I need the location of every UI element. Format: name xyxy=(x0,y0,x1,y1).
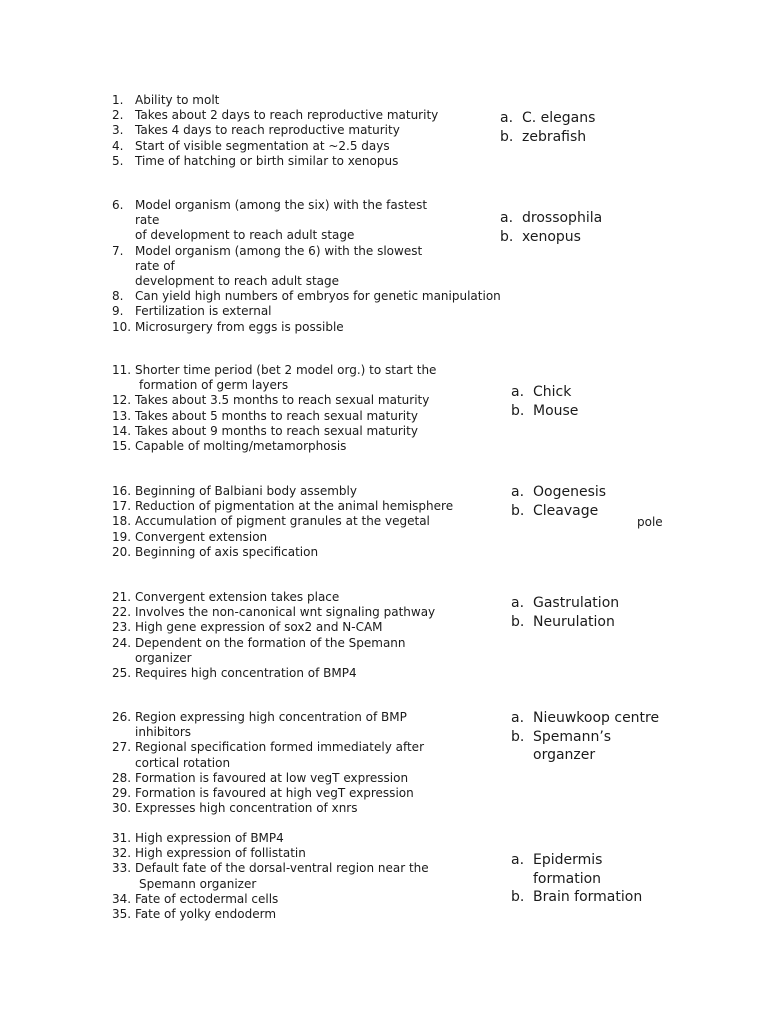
question-text: Beginning of Balbiani body assembly xyxy=(135,484,357,498)
question-text: Fate of yolky endoderm xyxy=(135,907,277,921)
option-letter: a. xyxy=(511,852,525,868)
question-number: 25. xyxy=(112,666,132,680)
question-number: 1. xyxy=(112,93,124,107)
option-text: Oogenesis xyxy=(533,484,607,500)
option-letter: b. xyxy=(511,614,525,630)
question-text: Dependent on the formation of the Spemann xyxy=(135,635,406,650)
question-text: Takes about 3.5 months to reach sexual maturity xyxy=(135,393,430,408)
option-text: C. elegans xyxy=(522,110,596,126)
question-text: Beginning of axis specification xyxy=(135,544,319,559)
option-text: Nieuwkoop centre xyxy=(533,710,660,726)
question-text: Requires high concentration of BMP4 xyxy=(135,666,357,680)
question-text: organizer xyxy=(135,650,192,665)
question-text: Can yield high numbers of embryos for genetic manipulation xyxy=(135,289,501,304)
option-letter: b. xyxy=(511,403,525,419)
question-text: Fertilization is external xyxy=(135,304,272,319)
option-text: drossophila xyxy=(522,210,603,226)
question-text: Takes 4 days to reach reproductive maturity xyxy=(135,123,400,138)
question-number: 7. xyxy=(112,243,124,258)
question-text: Default fate of the dorsal-ventral region near the xyxy=(135,861,429,876)
question-number: 30. xyxy=(112,801,132,816)
question-text: Model organism (among the 6) with the slowest xyxy=(135,243,423,258)
question-text: Takes about 2 days to reach reproductive maturity xyxy=(135,108,439,123)
question-text: Shorter time period (bet 2 model org.) to start the xyxy=(135,363,437,377)
question-number: 10. xyxy=(112,319,132,334)
question-text: Reduction of pigmentation at the animal hemisphere xyxy=(135,499,454,514)
question-number: 13. xyxy=(112,408,132,423)
question-number: 32. xyxy=(112,846,132,861)
question-text: High expression of BMP4 xyxy=(135,831,284,845)
question-number: 2. xyxy=(112,108,124,123)
question-number: 33. xyxy=(112,861,132,876)
question-text: inhibitors xyxy=(135,725,192,740)
question-text: rate xyxy=(135,213,160,228)
option-letter: b. xyxy=(511,889,525,905)
question-text: Microsurgery from eggs is possible xyxy=(135,319,344,334)
question-text: Fate of ectodermal cells xyxy=(135,891,279,906)
question-number: 4. xyxy=(112,138,124,153)
question-number: 20. xyxy=(112,544,132,559)
question-number: 21. xyxy=(112,590,132,604)
option-letter: a. xyxy=(511,595,525,611)
question-number: 18. xyxy=(112,514,132,529)
question-text: Capable of molting/metamorphosis xyxy=(135,439,347,453)
question-number: 5. xyxy=(112,153,124,168)
question-text: development to reach adult stage xyxy=(135,273,339,288)
option-text: Cleavage xyxy=(533,503,599,519)
question-text: of development to reach adult stage xyxy=(135,228,355,243)
question-number: 23. xyxy=(112,620,132,635)
option-text: Epidermis xyxy=(533,852,603,868)
question-number: 8. xyxy=(112,289,124,304)
question-number: 6. xyxy=(112,198,124,212)
question-text: Model organism (among the six) with the fastest xyxy=(135,198,428,212)
question-number: 26. xyxy=(112,710,132,724)
option-text: organzer xyxy=(533,747,596,763)
option-text: zebrafish xyxy=(522,128,587,145)
question-text: Accumulation of pigment granules at the vegetal xyxy=(135,514,430,529)
option-text: Spemann’s xyxy=(533,728,612,745)
question-number: 27. xyxy=(112,740,132,755)
question-text: High expression of follistatin xyxy=(135,846,306,861)
question-text: Regional specification formed immediately after xyxy=(135,740,424,755)
option-text: xenopus xyxy=(522,229,581,245)
option-letter: b. xyxy=(511,503,525,519)
question-number: 14. xyxy=(112,423,132,438)
question-text: Expresses high concentration of xnrs xyxy=(135,801,358,816)
option-letter: a. xyxy=(511,384,525,400)
question-number: 15. xyxy=(112,439,132,453)
option-letter: a. xyxy=(511,484,525,500)
option-text: Neurulation xyxy=(533,614,615,630)
question-text: Takes about 5 months to reach sexual maturity xyxy=(135,408,418,423)
option-letter: b. xyxy=(511,728,525,745)
option-text: Gastrulation xyxy=(533,595,620,611)
question-text: Time of hatching or birth similar to xenopus xyxy=(135,153,399,168)
option-text: Brain formation xyxy=(533,889,643,905)
overflow-word: pole xyxy=(637,515,663,529)
option-text: formation xyxy=(533,870,602,887)
question-text: Region expressing high concentration of BMP xyxy=(135,710,407,724)
question-number: 19. xyxy=(112,529,132,544)
question-number: 29. xyxy=(112,786,132,800)
option-letter: b. xyxy=(500,128,514,145)
option-text: Chick xyxy=(533,384,572,400)
option-letter: a. xyxy=(500,110,514,126)
question-text: Formation is favoured at high vegT expression xyxy=(135,786,414,800)
question-number: 11. xyxy=(112,363,132,377)
question-number: 28. xyxy=(112,770,132,785)
question-text: High gene expression of sox2 and N-CAM xyxy=(135,620,383,635)
option-letter: a. xyxy=(511,710,525,726)
question-number: 16. xyxy=(112,484,132,498)
question-text: Spemann organizer xyxy=(139,876,257,891)
question-number: 3. xyxy=(112,123,124,138)
question-text: Convergent extension xyxy=(135,529,268,544)
question-text: formation of germ layers xyxy=(139,378,289,393)
question-text: cortical rotation xyxy=(135,755,231,770)
option-text: Mouse xyxy=(533,403,579,419)
question-text: Involves the non-canonical wnt signaling pathway xyxy=(135,605,436,620)
question-number: 9. xyxy=(112,304,124,319)
question-number: 12. xyxy=(112,393,132,408)
question-number: 24. xyxy=(112,635,132,650)
question-text: Formation is favoured at low vegT expression xyxy=(135,770,409,785)
question-number: 17. xyxy=(112,499,132,514)
question-text: rate of xyxy=(135,258,175,273)
question-text: Start of visible segmentation at ~2.5 days xyxy=(135,138,390,153)
option-letter: a. xyxy=(500,210,514,226)
question-text: Convergent extension takes place xyxy=(135,590,340,604)
question-number: 31. xyxy=(112,831,132,845)
question-text: Takes about 9 months to reach sexual maturity xyxy=(135,423,418,438)
question-number: 35. xyxy=(112,907,132,921)
question-number: 22. xyxy=(112,605,132,620)
question-number: 34. xyxy=(112,891,132,906)
option-letter: b. xyxy=(500,229,514,245)
question-text: Ability to molt xyxy=(135,93,220,107)
